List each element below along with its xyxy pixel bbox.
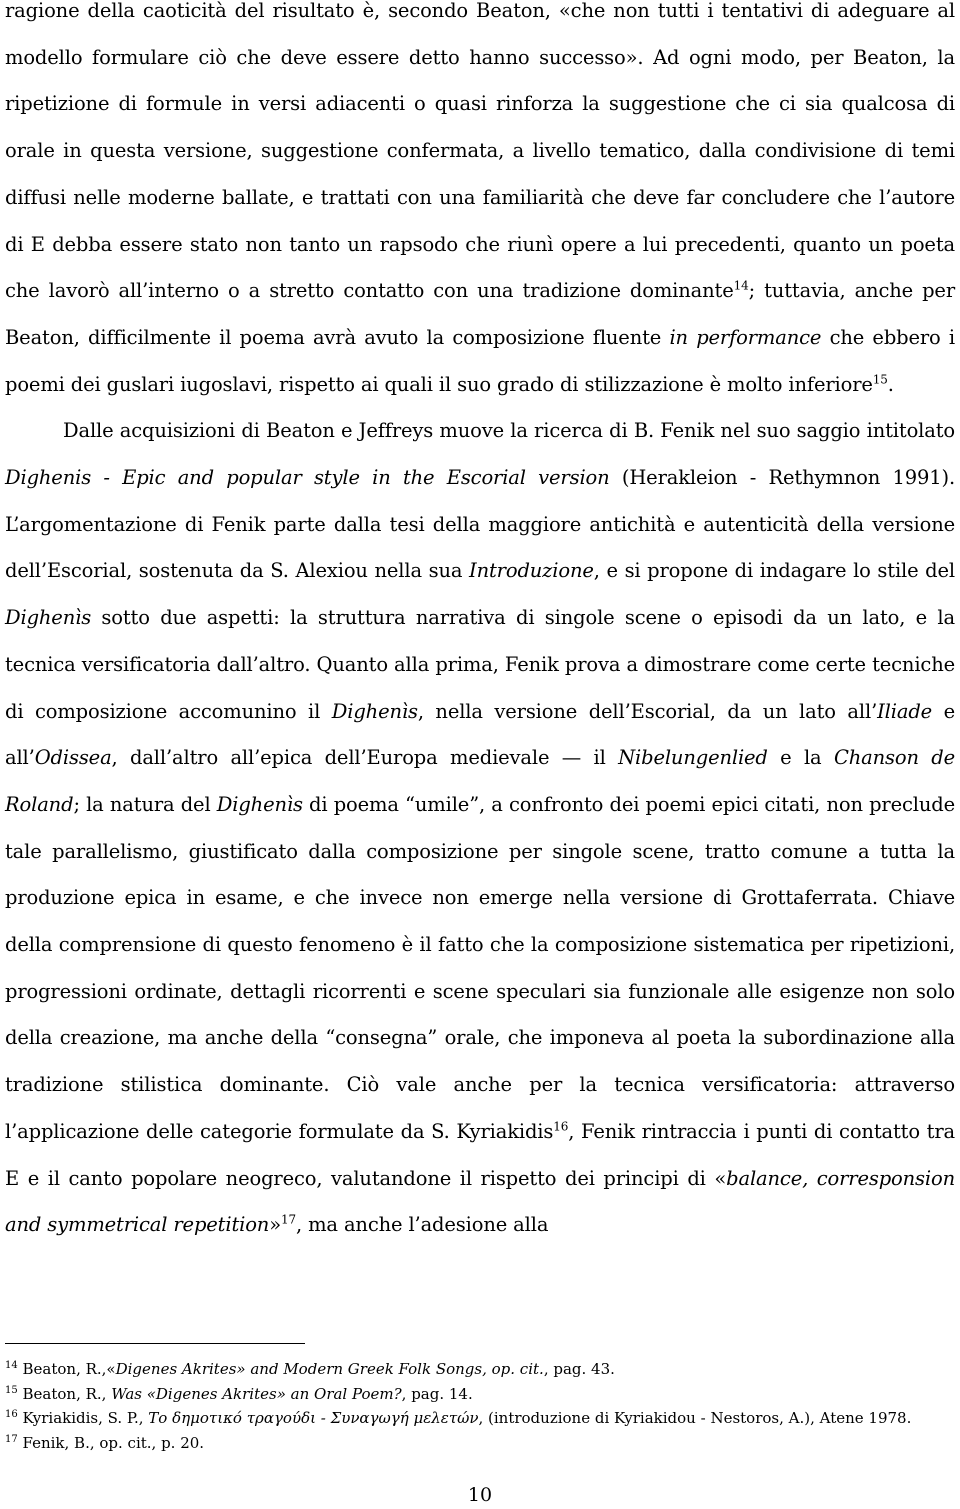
footnote-number: 16 [5,1409,18,1420]
footnote-16 [5,1406,955,1431]
text-run: , nella versione dell’Escorial, da un lato all’ [417,699,878,723]
page-number: 10 [467,1484,493,1506]
text-run: che ebbero i poemi dei guslari iugoslavi, rispetto ai quali il suo grado di stilizzazione è molto inferiore [5,325,955,396]
italic-run: Dighenìs [5,606,92,630]
footnote-italic: Was «Digenes Akrites» an Oral Poem? [111,1384,402,1403]
text-run: ragione della caoticità del risultato è, secondo Beaton, «che non tutti i tentativi di adeguare al modello formulare ciò che deve essere detto hanno successo». Ad ogni modo, per Beaton, la ripetizione di formule in versi adiacenti o quasi rinforza la suggestione che ci sia qualcosa di orale in questa versione, suggestione confermata, a livello tematico, dalla condivisione di temi diffusi nelle moderne ballate, e trattati con una familiarità che deve far concludere che l’autore di E debba essere stato non tanto un rapsodo che riunì opere a lui precedenti, quanto un poeta che lavorò all’interno o a stretto contatto con una tradizione dominante [5,0,955,303]
footnote-15 [5,1382,955,1407]
footnote-ref-14[interactable]: 14 [733,278,749,293]
paragraph-1 [5,0,955,408]
italic-run: Dighenìs [331,699,418,723]
italic-run: Odissea [34,746,112,770]
footnote-text: Fenik, B., op. cit., p. 20. [17,1433,205,1452]
body-text [5,0,955,1249]
text-run: ; tuttavia, anche per Beaton, difficilmente il poema avrà avuto la composizione fluente [5,279,955,349]
italic-run: balance, corresponsion and symmetrical repetition [5,1166,955,1237]
italic-run: Iliade [877,699,933,723]
text-run: di poema “umile”, a confronto dei poemi epici citati, non preclude tale parallelismo, giustificato dalla composizione per singole scene, tratto comune a tutta la produzione epica in esame, e che invece non emerge nella versione di Grottaferrata. Chiave della comprensione di questo fenomeno è il fatto che la composizione sistematica per ripetizioni, progressioni ordinate, dettagli ricorrenti e scene speculari sia funzionale alle esigenze non solo della creazione, ma anche della “consegna” orale, che imponeva al poeta la subordinazione alla tradizione stilistica dominante. Ciò vale anche per la tecnica versificatoria: attraverso l’applicazione delle categorie formulate da S. Kyriakidis [5,792,955,1143]
footnote-text: Beaton, R., [17,1384,112,1403]
text-run: , dall’altro all’epica dell’Europa medievale — il [111,746,619,770]
text-run: e all’ [5,699,955,770]
footnote-italic: Digenes Akrites» and Modern Greek Folk Songs, op. cit. [115,1360,544,1378]
text-run: . [887,372,894,396]
text-run: (Herakleion - Rethymnon 1991). L’argomentazione di Fenik parte dalla tesi della maggiore antichità e autenticità della versione dell’Escorial, sostenuta da S. Alexiou nella sua [5,466,955,583]
text-run: Dalle acquisizioni di Beaton e Jeffreys muove la ricerca di B. Fenik nel suo saggio intitolato [63,419,955,443]
italic-run: Introduzione [469,559,594,583]
footnote-separator [5,1343,305,1344]
footnote-text: Beaton, R.,« [17,1360,116,1378]
paragraph-2 [5,408,955,1249]
footnote-number: 14 [5,1360,18,1371]
text-run: e la [767,746,834,770]
text-run: » [269,1213,281,1237]
footnote-italic: Το δημοτικό τραγούδι - Συναγωγή μελετών [148,1409,479,1427]
footnotes [5,1357,955,1455]
footnote-text: , pag. 43. [543,1360,615,1378]
italic-run: Dighenìs [216,792,303,816]
footnote-14 [5,1357,955,1382]
italic-run: Chanson de Roland [5,746,955,816]
footnote-ref-15[interactable]: 15 [872,372,888,387]
footnote-ref-17[interactable]: 17 [281,1212,296,1227]
text-run: , e si propone di indagare lo stile del [593,559,955,583]
italic-run: Nibelungenlied [618,746,768,770]
footnote-17 [5,1431,955,1456]
text-run: , ma anche l’adesione alla [295,1213,549,1237]
footnote-text: , pag. 14. [401,1384,473,1403]
text-run: , Fenik rintraccia i punti di contatto tra E e il canto popolare neogreco, valutandone il rispetto dei principi di « [5,1119,956,1190]
text-run: sotto due aspetti: la struttura narrativa di singole scene o episodi da un lato, e la tecnica versificatoria dall’altro. Quanto alla prima, Fenik prova a dimostrare come certe tecniche di composizione accomunino il [5,606,955,723]
italic-run: in performance [669,325,822,349]
italic-run: Dighenis - Epic and popular style in the Escorial version [5,466,610,490]
footnote-number: 17 [5,1433,18,1445]
text-run: ; la natura del [73,792,217,816]
footnote-number: 15 [5,1384,18,1396]
footnote-text: Kyriakidis, S. P., [17,1409,149,1427]
footnote-ref-16[interactable]: 16 [553,1119,569,1134]
footnote-text: , (introduzione di Kyriakidou - Nestoros, A.), Atene 1978. [478,1409,912,1427]
